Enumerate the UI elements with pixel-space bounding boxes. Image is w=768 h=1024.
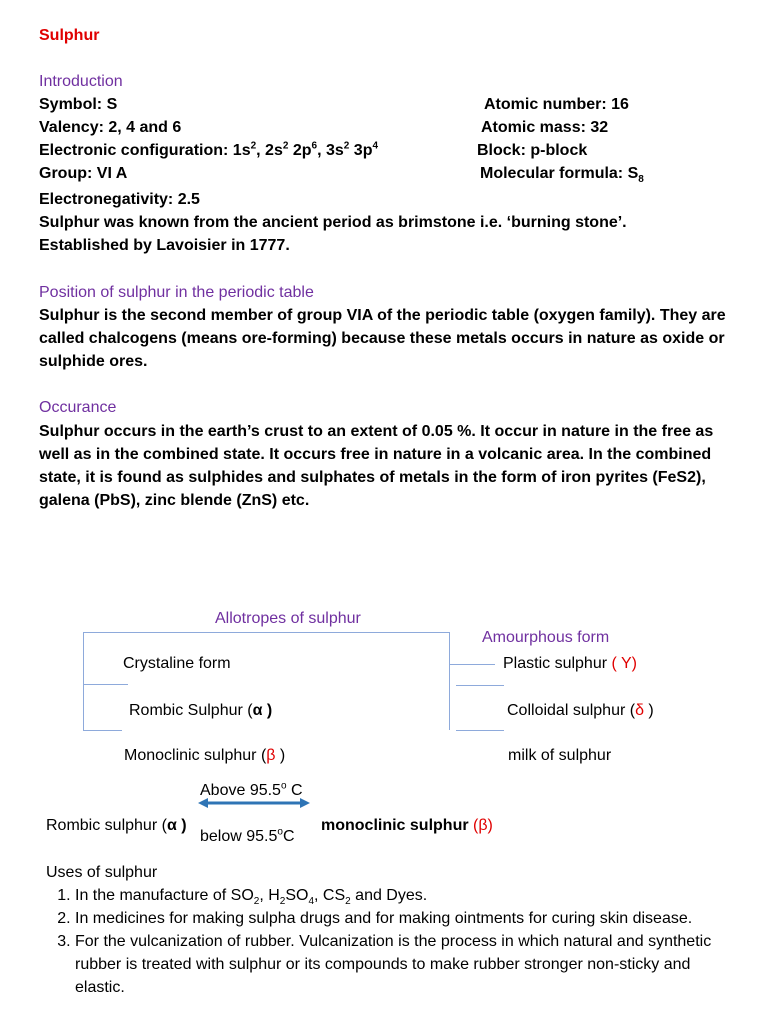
transition-right-label: monoclinic sulphur (β) xyxy=(321,817,493,834)
amorphous-tick-1 xyxy=(449,664,495,665)
plastic-sulphur-label: Plastic sulphur ( Y) xyxy=(503,655,637,672)
amorphous-tick-2 xyxy=(456,685,504,686)
allotropes-heading: Allotropes of sulphur xyxy=(215,610,361,627)
colloidal-sulphur-label: Colloidal sulphur (δ ) xyxy=(507,702,654,719)
milk-of-sulphur-label: milk of sulphur xyxy=(508,747,612,764)
monoclinic-sulphur-label: Monoclinic sulphur (β ) xyxy=(124,747,286,764)
intro-symbol: Symbol: S xyxy=(39,96,118,113)
intro-atomic-number: Atomic number: 16 xyxy=(484,96,629,113)
position-text: Sulphur is the second member of group VIA of the periodic table (oxygen family). They are called chalcogens (means ore-forming) because these metals occurs in nature as oxide or sulphide ores. xyxy=(39,307,726,370)
uses-item-1: 1. In the manufacture of $SO_2$, $H_2SO_4$, $CS_2$ and Dyes. xyxy=(75,884,736,907)
amorphous-form-label: Amourphous form xyxy=(482,629,610,646)
occurance-heading: Occurance xyxy=(39,399,117,416)
transition-left-label: Rombic sulphur (α ) xyxy=(46,817,187,834)
intro-block: Block: p-block xyxy=(477,142,588,159)
crystalline-tick-1 xyxy=(83,684,128,685)
intro-electronic-configuration: Electronic configuration: $1s^2$, $2s^2$ $2p^6$, $3s^2$ $3p^4$ xyxy=(39,140,379,159)
crystalline-form-label: Crystaline form xyxy=(123,655,231,672)
intro-group: Group: VI A xyxy=(39,165,128,182)
crystalline-branch-line xyxy=(83,632,84,731)
crystalline-tick-2 xyxy=(83,730,122,731)
uses-item-2: 2. In medicines for making sulpha drugs and for making ointments for curing skin disease. xyxy=(75,907,736,930)
transition-below-label: below 95.5$^o$C xyxy=(200,826,295,845)
intro-history-line-1: Sulphur was known from the ancient period as brimstone i.e. ‘burning stone’. xyxy=(39,214,627,231)
transition-above-label: Above 95.5$^o$ C xyxy=(200,780,303,799)
allotropes-top-connector xyxy=(83,632,449,633)
amorphous-tick-3 xyxy=(456,730,504,731)
page-title: Sulphur xyxy=(39,27,100,44)
intro-electronegativity: Electronegativity: 2.5 xyxy=(39,191,200,208)
intro-atomic-mass: Atomic mass: 32 xyxy=(481,119,609,136)
intro-valency: Valency: 2, 4 and 6 xyxy=(39,119,182,136)
position-heading: Position of sulphur in the periodic table xyxy=(39,284,314,301)
uses-section xyxy=(46,861,736,999)
intro-heading: Introduction xyxy=(39,73,123,90)
uses-item-3: 3. For the vulcanization of rubber. Vulcanization is the process in which natural and synthetic rubber is treated with sulphur or its compounds to make rubber stronger non-sticky and elastic. xyxy=(75,930,736,999)
double-arrow-icon xyxy=(198,797,310,809)
uses-heading: Uses of sulphur xyxy=(46,864,158,881)
amorphous-branch-line xyxy=(449,632,450,730)
intro-history-line-2: Established by Lavoisier in 1777. xyxy=(39,237,290,254)
occurance-text: Sulphur occurs in the earth’s crust to an extent of 0.05 %. It occur in nature in the free as well as in the combined state. It occurs free in nature in a volcanic area. In the combined state, it is found as sulphides and sulphates of metals in the form of iron pyrites (FeS2), galena (PbS), zinc blende (ZnS) etc. xyxy=(39,423,714,509)
intro-molecular-formula: Molecular formula: $S_8$ xyxy=(480,165,644,186)
uses-list xyxy=(46,884,736,999)
rombic-sulphur-label: Rombic Sulphur (α ) xyxy=(129,702,273,719)
